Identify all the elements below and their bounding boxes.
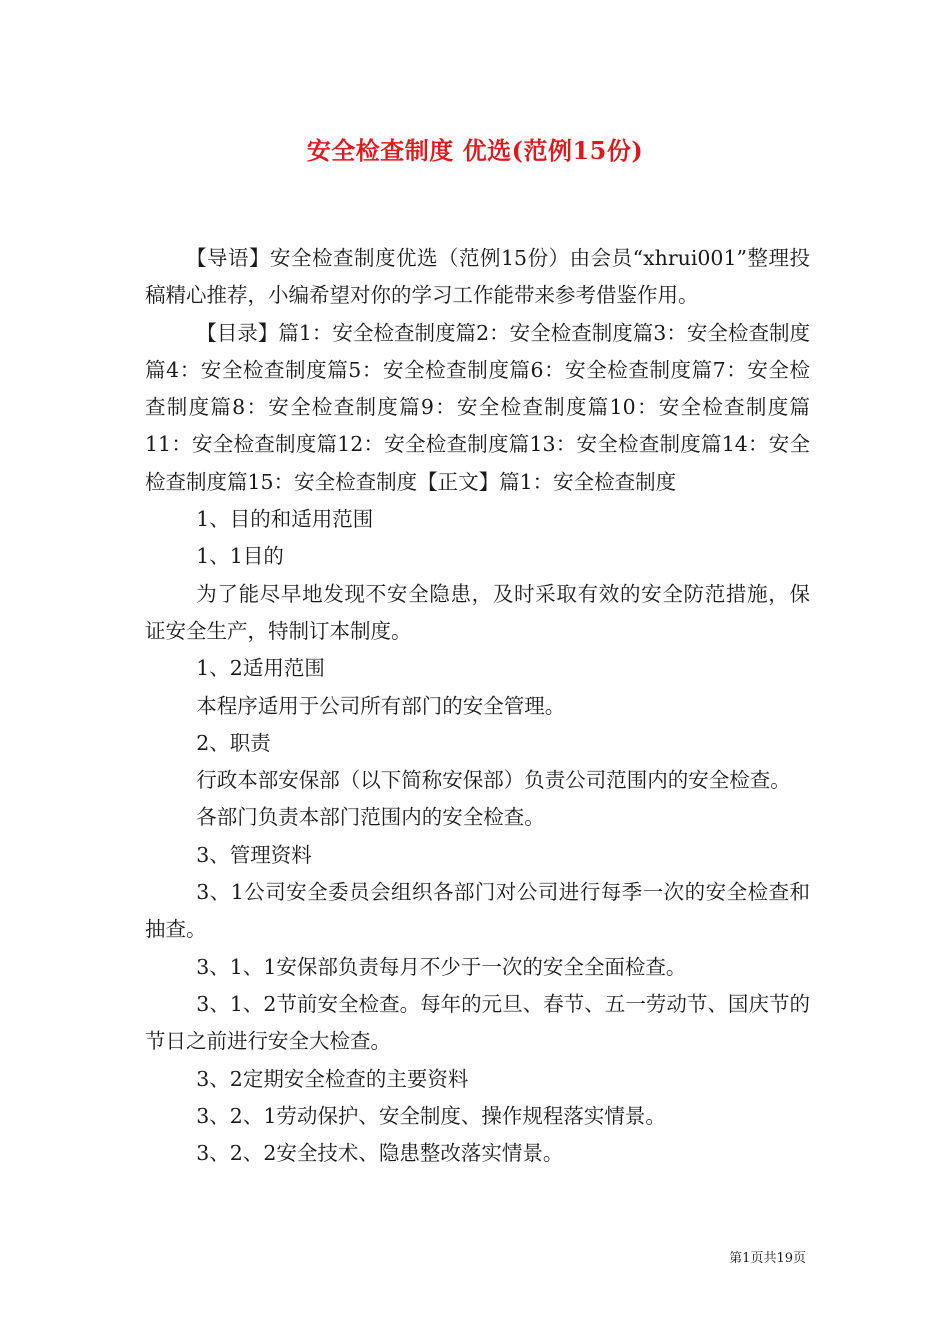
body-paragraph: 3、2、1劳动保护、安全制度、操作规程落实情景。 (196, 1103, 666, 1128)
intro-paragraph: 【导语】安全检查制度优选（范例15份）由会员“xhrui001”整理投稿精心推荐，小编希望对你的学习工作能带来参考借鉴作用。 (145, 246, 810, 308)
subsection-heading: 1、1目的 (196, 544, 284, 569)
subsection-heading: 1、2适用范围 (196, 656, 325, 681)
body-paragraph: 3、1、2节前安全检查。每年的元旦、春节、五一劳动节、国庆节的节日之前进行安全大检查。 (145, 991, 810, 1054)
toc-paragraph: 【目录】篇1：安全检查制度篇2：安全检查制度篇3：安全检查制度篇4：安全检查制度篇5：安全检查制度篇6：安全检查制度篇7：安全检查制度篇8：安全检查制度篇9：安全检查制度篇10：安全检查制度篇11：安全检查制度篇12：安全检查制度篇13：安全检查制度篇14：安全检查制度篇15：安全检查制度【正文】篇1：安全检查制度 (145, 320, 810, 494)
body-paragraph: 本程序适用于公司所有部门的安全管理。 (196, 693, 566, 718)
body-paragraph: 行政本部安保部（以下简称安保部）负责公司范围内的安全检查。 (196, 768, 791, 793)
document-body (145, 240, 810, 1172)
page-number: 第1页共19页 (729, 1251, 806, 1266)
body-paragraph: 各部门负责本部门范围内的安全检查。 (196, 805, 545, 830)
document-title: 安全检查制度 优选(范例15份) (306, 136, 644, 165)
section-heading: 1、目的和适用范围 (196, 507, 374, 532)
body-paragraph: 3、1、1安保部负责每月不少于一次的安全全面检查。 (196, 954, 687, 979)
section-heading: 3、管理资料 (196, 842, 312, 867)
body-paragraph: 3、2、2安全技术、隐患整改落实情景。 (196, 1141, 564, 1166)
body-paragraph: 3、1公司安全委员会组织各部门对公司进行每季一次的安全检查和抽查。 (145, 880, 810, 942)
body-paragraph: 为了能尽早地发现不安全隐患，及时采取有效的安全防范措施，保证安全生产，特制订本制度。 (145, 581, 810, 643)
section-heading: 2、职责 (196, 730, 271, 755)
subsection-heading: 3、2定期安全检查的主要资料 (196, 1066, 469, 1091)
